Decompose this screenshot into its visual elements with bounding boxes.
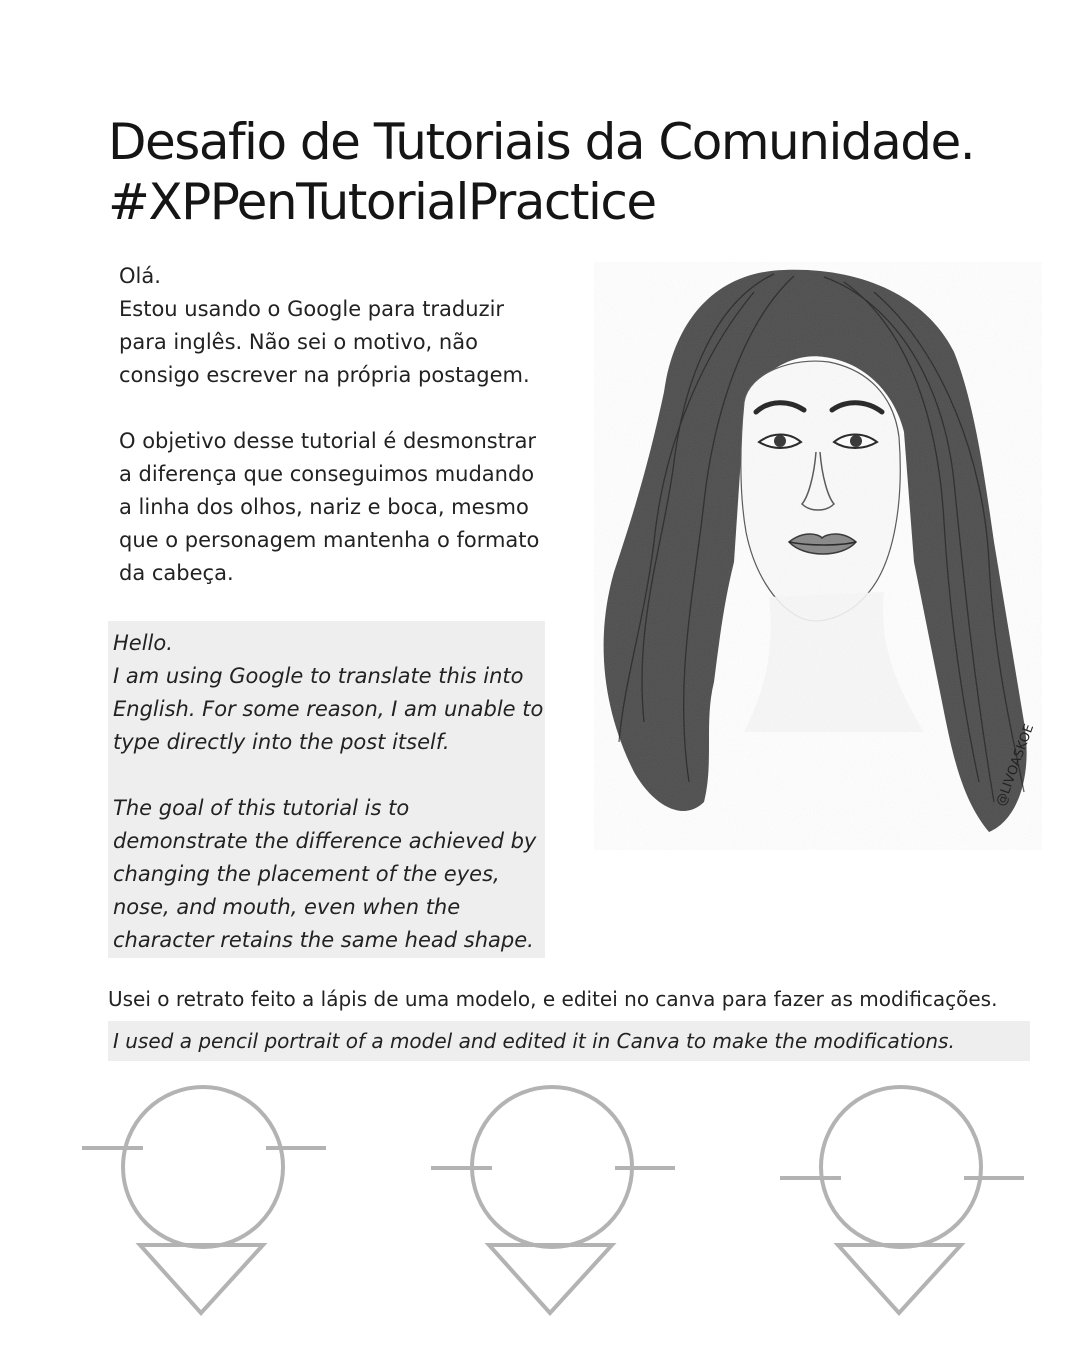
head-proportion-diagrams xyxy=(0,1075,1080,1335)
pt-paragraph-2: O objetivo desse tutorial é desmonstrar a diferença que conseguimos mudando a linha dos olhos, nariz e boca, mesmo que o personagem mantenha o formato da cabeça. xyxy=(119,429,540,585)
en-paragraph-1: Hello. I am using Google to translate this into English. For some reason, I am unable to type directly into the post itself. xyxy=(113,631,544,754)
en-paragraph-2: The goal of this tutorial is to demonstrate the difference achieved by changing the placement of the eyes, nose, and mouth, even when the character retains the same head shape. xyxy=(113,796,537,952)
pencil-portrait xyxy=(594,262,1042,850)
title-line-1: Desafio de Tutoriais da Comunidade. xyxy=(108,113,975,171)
portrait-drawing xyxy=(594,262,1042,850)
english-intro xyxy=(108,621,545,958)
english-note: I used a pencil portrait of a model and edited it in Canva to make the modifications. xyxy=(108,1021,1030,1061)
artist-signature: @LIVOASKOE xyxy=(993,722,1038,809)
pt-paragraph-1: Olá. Estou usando o Google para traduzir para inglês. Não sei o motivo, não consigo escrever na própria postagem. xyxy=(119,264,530,387)
page-title xyxy=(108,112,1038,232)
head-diagram-2 xyxy=(431,1087,675,1313)
head-diagram-3 xyxy=(780,1087,1024,1313)
portuguese-note: Usei o retrato feito a lápis de uma modelo, e editei no canva para fazer as modificações. xyxy=(108,987,998,1011)
head-diagram-1 xyxy=(82,1087,326,1313)
portuguese-intro xyxy=(119,260,549,590)
title-hashtag: #XPPenTutorialPractice xyxy=(108,173,656,231)
